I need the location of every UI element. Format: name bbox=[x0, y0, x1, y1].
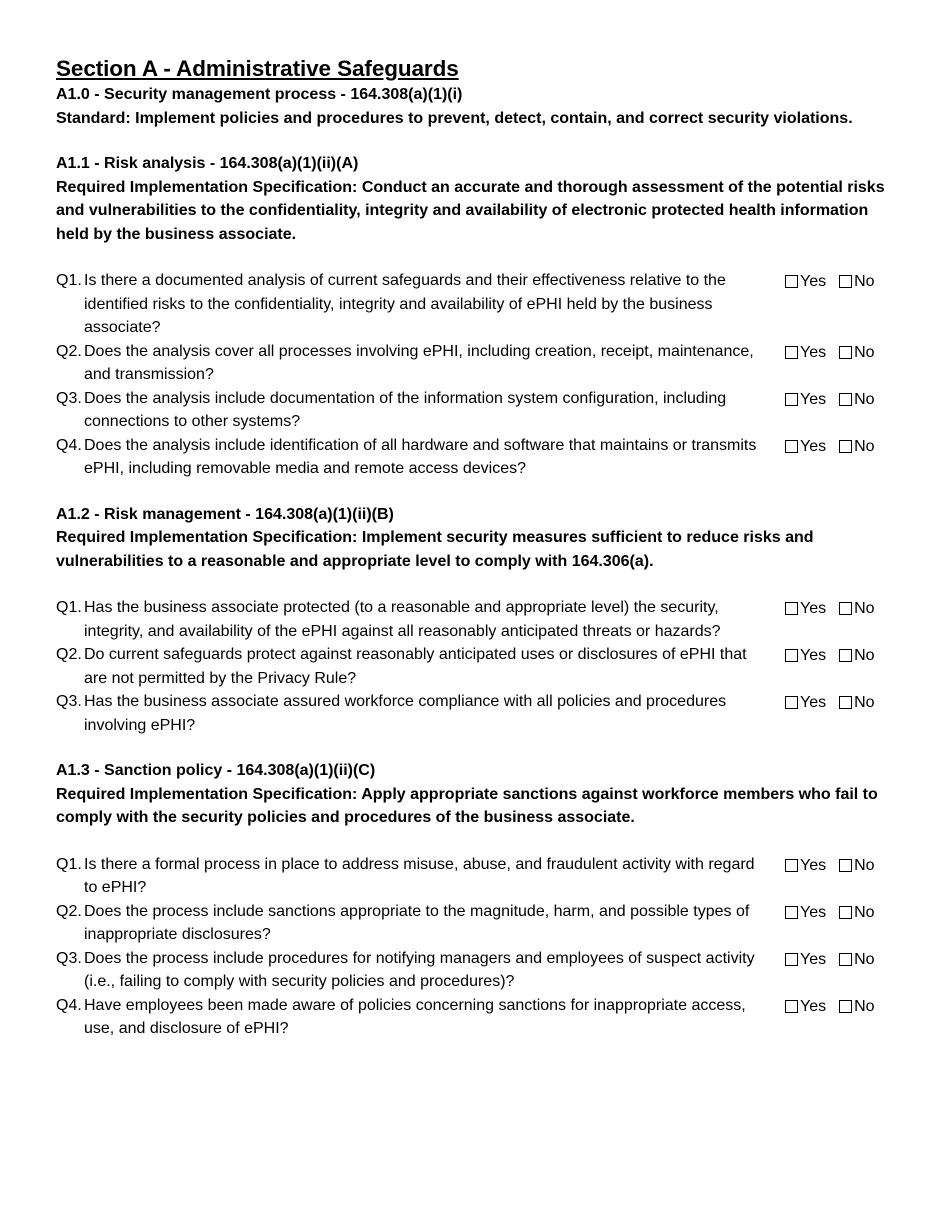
question-number: Q3. bbox=[56, 693, 82, 710]
no-label: No bbox=[854, 694, 875, 711]
yes-label: Yes bbox=[800, 390, 827, 408]
question-text: Does the process include sanctions appropriate to the magnitude, harm, and possible types of inappropriate disclosures? bbox=[84, 902, 750, 943]
a11-q3-yes-checkbox[interactable] bbox=[785, 388, 826, 412]
checkbox-icon bbox=[785, 440, 798, 453]
a11-spec: Required Implementation Specification: Conduct an accurate and thorough assessment of the potential risks and vulnerabilities to the confidentiality, integrity and availability of electronic protected health information held by the business associate. bbox=[56, 178, 885, 243]
checkbox-icon bbox=[785, 275, 798, 288]
answer-options bbox=[785, 643, 875, 668]
a13-q3-yes-checkbox[interactable] bbox=[785, 948, 826, 972]
a11-q2-yes-checkbox[interactable] bbox=[785, 341, 826, 365]
a13-block bbox=[56, 759, 890, 1041]
question-number: Q4. bbox=[56, 436, 82, 454]
checkbox-icon bbox=[839, 649, 852, 662]
no-label: No bbox=[854, 856, 875, 874]
question-text: Does the analysis include identification of all hardware and software that maintains or transmits ePHI, including removable media and remote access devices? bbox=[84, 436, 757, 477]
yes-label: Yes bbox=[800, 856, 827, 874]
answer-options bbox=[785, 900, 875, 925]
yes-label: Yes bbox=[800, 437, 827, 455]
question-text: Does the process include procedures for notifying managers and employees of suspect activity (i.e., failing to comply with security policies and procedures)? bbox=[84, 949, 755, 990]
answer-options bbox=[785, 596, 875, 621]
yes-label: Yes bbox=[800, 903, 827, 921]
a13-q4-yes-checkbox[interactable] bbox=[785, 995, 826, 1019]
yes-label: Yes bbox=[800, 950, 827, 968]
a10-block bbox=[56, 83, 890, 130]
answer-options bbox=[785, 387, 875, 412]
a13-q1-yes-checkbox[interactable] bbox=[785, 854, 826, 878]
document-page bbox=[56, 55, 890, 1041]
a13-q2-no-checkbox[interactable] bbox=[839, 901, 874, 925]
a13-q2-row bbox=[56, 900, 890, 947]
a13-question-list bbox=[56, 853, 890, 1041]
answer-options bbox=[785, 947, 875, 972]
checkbox-icon bbox=[785, 1000, 798, 1013]
question-text: Have employees been made aware of policies concerning sanctions for inappropriate access, use, and disclosure of ePHI? bbox=[84, 996, 746, 1037]
checkbox-icon bbox=[839, 602, 852, 615]
question-number: Q1. bbox=[56, 272, 82, 289]
yes-label: Yes bbox=[800, 647, 827, 664]
question-number: Q1. bbox=[56, 599, 82, 616]
no-label: No bbox=[854, 437, 875, 455]
a11-block bbox=[56, 152, 890, 481]
checkbox-icon bbox=[785, 346, 798, 359]
a11-q3-no-checkbox[interactable] bbox=[839, 388, 874, 412]
answer-options bbox=[785, 434, 875, 459]
question-text: Do current safeguards protect against reasonably anticipated uses or disclosures of ePHI that are not permitted by the Privacy Rule? bbox=[84, 646, 747, 687]
question-number: Q3. bbox=[56, 949, 82, 967]
a11-question-list bbox=[56, 269, 890, 481]
yes-label: Yes bbox=[800, 273, 827, 290]
a13-q4-no-checkbox[interactable] bbox=[839, 995, 874, 1019]
checkbox-icon bbox=[785, 393, 798, 406]
question-text: Has the business associate assured workforce compliance with all policies and procedures involving ePHI? bbox=[84, 693, 727, 734]
a11-q1-row bbox=[56, 269, 890, 340]
a12-q1-yes-checkbox[interactable] bbox=[785, 597, 826, 621]
checkbox-icon bbox=[839, 859, 852, 872]
a12-q2-yes-checkbox[interactable] bbox=[785, 644, 826, 668]
answer-options bbox=[785, 994, 875, 1019]
no-label: No bbox=[854, 390, 875, 408]
checkbox-icon bbox=[839, 346, 852, 359]
answer-options bbox=[785, 340, 875, 365]
a12-heading: A1.2 - Risk management - 164.308(a)(1)(ii)(B) bbox=[56, 505, 394, 523]
question-text: Is there a documented analysis of current safeguards and their effectiveness relative to the identified risks to the confidentiality, integrity and availability of ePHI held by the business associate? bbox=[84, 272, 726, 336]
a13-q3-row bbox=[56, 947, 890, 994]
checkbox-icon bbox=[839, 393, 852, 406]
a11-q2-no-checkbox[interactable] bbox=[839, 341, 874, 365]
no-label: No bbox=[854, 950, 875, 968]
a13-q4-row bbox=[56, 994, 890, 1041]
checkbox-icon bbox=[785, 953, 798, 966]
question-number: Q3. bbox=[56, 389, 82, 407]
checkbox-icon bbox=[785, 696, 798, 709]
a12-q3-no-checkbox[interactable] bbox=[839, 691, 874, 715]
no-label: No bbox=[854, 903, 875, 921]
question-text: Has the business associate protected (to a reasonable and appropriate level) the security, integrity, and availability of the ePHI against all reasonably anticipated threats or hazards? bbox=[84, 599, 721, 640]
no-label: No bbox=[854, 600, 875, 617]
checkbox-icon bbox=[785, 602, 798, 615]
a11-q3-row bbox=[56, 387, 890, 434]
question-number: Q1. bbox=[56, 855, 82, 873]
yes-label: Yes bbox=[800, 694, 827, 711]
checkbox-icon bbox=[839, 275, 852, 288]
checkbox-icon bbox=[839, 953, 852, 966]
question-number: Q4. bbox=[56, 996, 82, 1014]
yes-label: Yes bbox=[800, 997, 827, 1015]
question-text: Does the analysis include documentation of the information system configuration, including connections to other systems? bbox=[84, 389, 727, 430]
answer-options bbox=[785, 853, 875, 878]
a12-block bbox=[56, 503, 890, 738]
question-number: Q2. bbox=[56, 646, 82, 663]
question-number: Q2. bbox=[56, 342, 82, 360]
a11-q4-no-checkbox[interactable] bbox=[839, 435, 874, 459]
a12-q1-no-checkbox[interactable] bbox=[839, 597, 874, 621]
a11-q1-yes-checkbox[interactable] bbox=[785, 270, 826, 294]
a13-spec: Required Implementation Specification: Apply appropriate sanctions against workforce members who fail to comply with the security policies and procedures of the business associate. bbox=[56, 785, 878, 826]
answer-options bbox=[785, 269, 875, 294]
a12-q2-row bbox=[56, 643, 890, 690]
no-label: No bbox=[854, 997, 875, 1015]
a12-q3-row bbox=[56, 690, 890, 737]
question-text: Does the analysis cover all processes involving ePHI, including creation, receipt, maintenance, and transmission? bbox=[84, 342, 754, 383]
a13-q1-row bbox=[56, 853, 890, 900]
a11-q4-yes-checkbox[interactable] bbox=[785, 435, 826, 459]
no-label: No bbox=[854, 647, 875, 664]
checkbox-icon bbox=[785, 859, 798, 872]
a13-q1-no-checkbox[interactable] bbox=[839, 854, 874, 878]
section-title: Section A - Administrative Safeguards bbox=[56, 56, 459, 81]
a12-q3-yes-checkbox[interactable] bbox=[785, 691, 826, 715]
no-label: No bbox=[854, 343, 875, 361]
a12-spec: Required Implementation Specification: Implement security measures sufficient to reduce risks and vulnerabilities to a reasonable and appropriate level to comply with 164.306(a). bbox=[56, 529, 814, 570]
checkbox-icon bbox=[839, 696, 852, 709]
checkbox-icon bbox=[785, 906, 798, 919]
checkbox-icon bbox=[839, 440, 852, 453]
question-number: Q2. bbox=[56, 902, 82, 920]
yes-label: Yes bbox=[800, 600, 827, 617]
a12-q1-row bbox=[56, 596, 890, 643]
no-label: No bbox=[854, 273, 875, 290]
a12-q2-no-checkbox[interactable] bbox=[839, 644, 874, 668]
checkbox-icon bbox=[785, 649, 798, 662]
a11-q1-no-checkbox[interactable] bbox=[839, 270, 874, 294]
answer-options bbox=[785, 690, 875, 715]
yes-label: Yes bbox=[800, 343, 827, 361]
a13-q3-no-checkbox[interactable] bbox=[839, 948, 874, 972]
a11-q4-row bbox=[56, 434, 890, 481]
a10-heading: A1.0 - Security management process - 164.308(a)(1)(i) bbox=[56, 86, 463, 103]
a12-question-list bbox=[56, 596, 890, 737]
a10-standard: Standard: Implement policies and procedures to prevent, detect, contain, and correct security violations. bbox=[56, 109, 853, 127]
a11-heading: A1.1 - Risk analysis - 164.308(a)(1)(ii)(A) bbox=[56, 155, 359, 172]
a11-q2-row bbox=[56, 340, 890, 387]
a13-q2-yes-checkbox[interactable] bbox=[785, 901, 826, 925]
checkbox-icon bbox=[839, 1000, 852, 1013]
checkbox-icon bbox=[839, 906, 852, 919]
a13-heading: A1.3 - Sanction policy - 164.308(a)(1)(ii)(C) bbox=[56, 762, 376, 779]
question-text: Is there a formal process in place to address misuse, abuse, and fraudulent activity with regard to ePHI? bbox=[84, 855, 755, 896]
